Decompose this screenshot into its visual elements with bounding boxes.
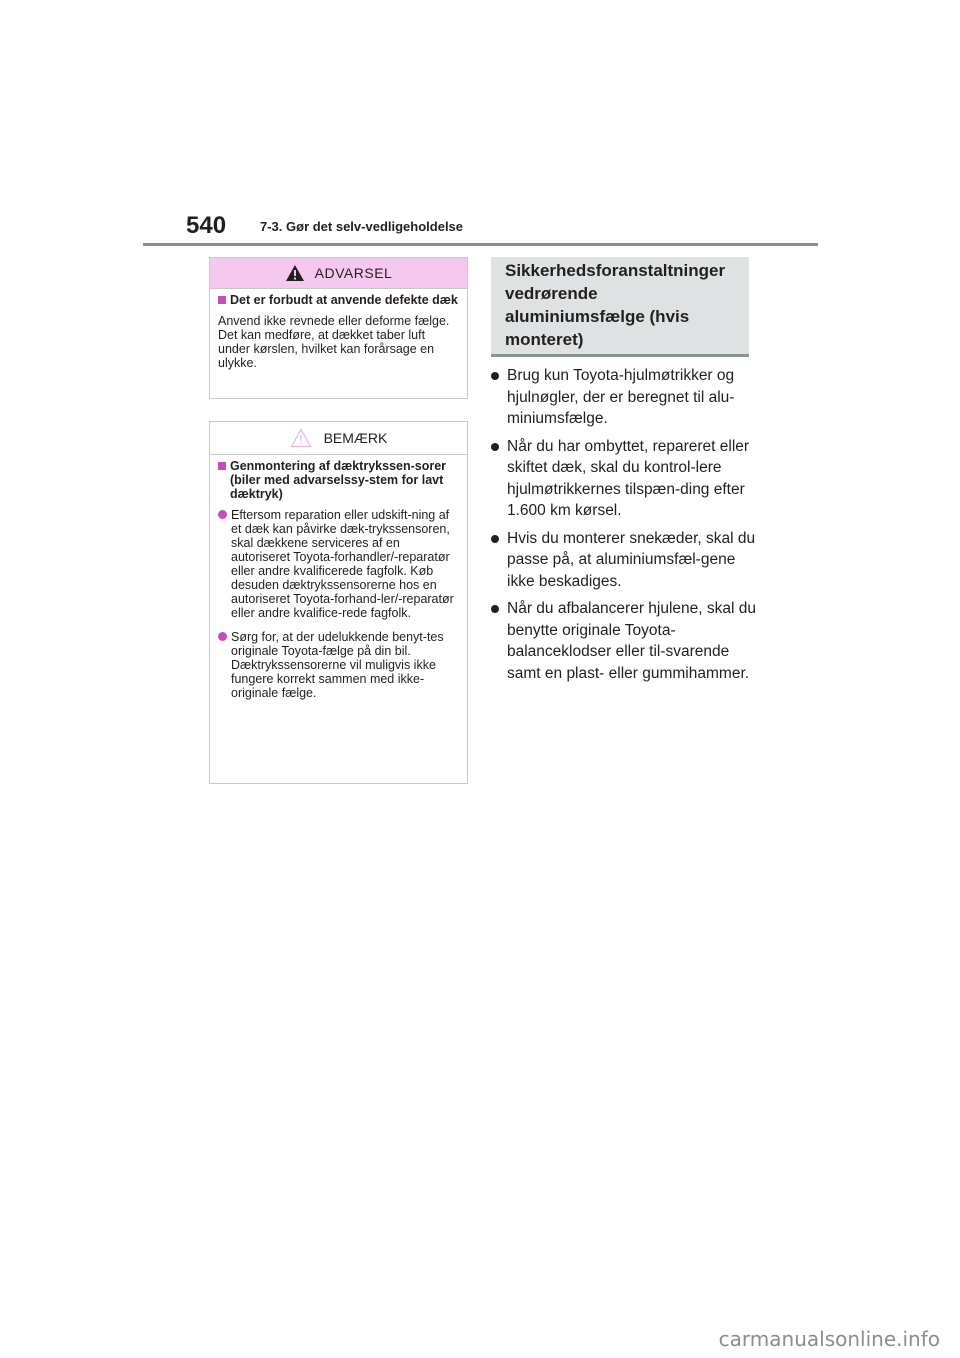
list-item — [491, 528, 756, 593]
square-bullet-icon — [218, 462, 226, 470]
bullet-dot-icon — [491, 605, 499, 613]
bullet-dot-icon — [491, 535, 499, 543]
warning-triangle-icon — [285, 264, 305, 282]
list-item — [491, 436, 756, 522]
caution-triangle-icon — [290, 428, 312, 448]
notice-box — [209, 421, 468, 784]
notice-bullet-text: Eftersom reparation eller udskift-ning af et dæk kan påvirke dæk-trykssensoren, skal dækkene serviceres af en autoriseret Toyota-forhandler/-reparatør eller andre kvalificerede fagfolk. Køb desuden dæktrykssensorerne hos en autoriseret Toyota-forhand-ler/-reparatør eller andre kvalifice-rede fagfolk. — [231, 508, 454, 620]
page-number: 540 — [186, 212, 227, 239]
bullet-list — [491, 365, 756, 690]
section-heading-box — [491, 257, 749, 357]
notice-item-heading: Genmontering af dæktrykssen-sorer (biler med advarselssy-stem for lavt dæktryk) — [230, 459, 447, 501]
watermark: carmanualsonline.info — [718, 1327, 940, 1351]
bullet-dot-icon — [218, 510, 227, 519]
notice-title: BEMÆRK — [323, 430, 388, 446]
notice-header — [210, 422, 467, 455]
list-item — [218, 630, 459, 700]
warning-item-text: Anvend ikke revnede eller deforme fælge. Det kan medføre, at dækket taber luft under kørslen, hvilket kan forårsage en ulykke. — [218, 314, 450, 370]
header-rule — [143, 243, 818, 246]
warning-title: ADVARSEL — [314, 265, 393, 281]
bullet-text: Når du har ombyttet, repareret eller skiftet dæk, skal du kontrol-lere hjulmøtrikkernes tilspæn-ding efter 1.600 km kørsel. — [507, 437, 750, 519]
bullet-text: Når du afbalancerer hjulene, skal du benytte originale Toyota-balanceklodser eller til-svarende samt en plast- eller gummihammer. — [507, 600, 757, 682]
bullet-text: Brug kun Toyota-hjulmøtrikker og hjulnøgler, der er beregnet til alu-miniumsfælge. — [507, 367, 735, 427]
warning-item-heading: Det er forbudt at anvende defekte dæk — [230, 293, 458, 307]
bullet-dot-icon — [218, 632, 227, 641]
warning-header — [210, 258, 467, 289]
bullet-text: Hvis du monterer snekæder, skal du passe på, at aluminiumsfæl-gene ikke beskadiges. — [507, 529, 756, 590]
square-bullet-icon — [218, 296, 226, 304]
warning-box — [209, 257, 468, 399]
list-item — [218, 508, 459, 620]
bullet-dot-icon — [491, 372, 499, 380]
list-item — [491, 365, 756, 430]
bullet-dot-icon — [491, 443, 499, 451]
list-item — [491, 598, 756, 684]
section-heading: Sikkerhedsforanstaltninger vedrørende aluminiumsfælge (hvis monteret) — [505, 261, 726, 349]
notice-bullet-text: Sørg for, at der udelukkende benyt-tes originale Toyota-fælge på din bil. Dæktrykssensorerne vil muligvis ikke fungere korrekt sammen med ikke-originale fælge. — [231, 630, 444, 700]
section-title: 7-3. Gør det selv-vedligeholdelse — [260, 219, 464, 234]
